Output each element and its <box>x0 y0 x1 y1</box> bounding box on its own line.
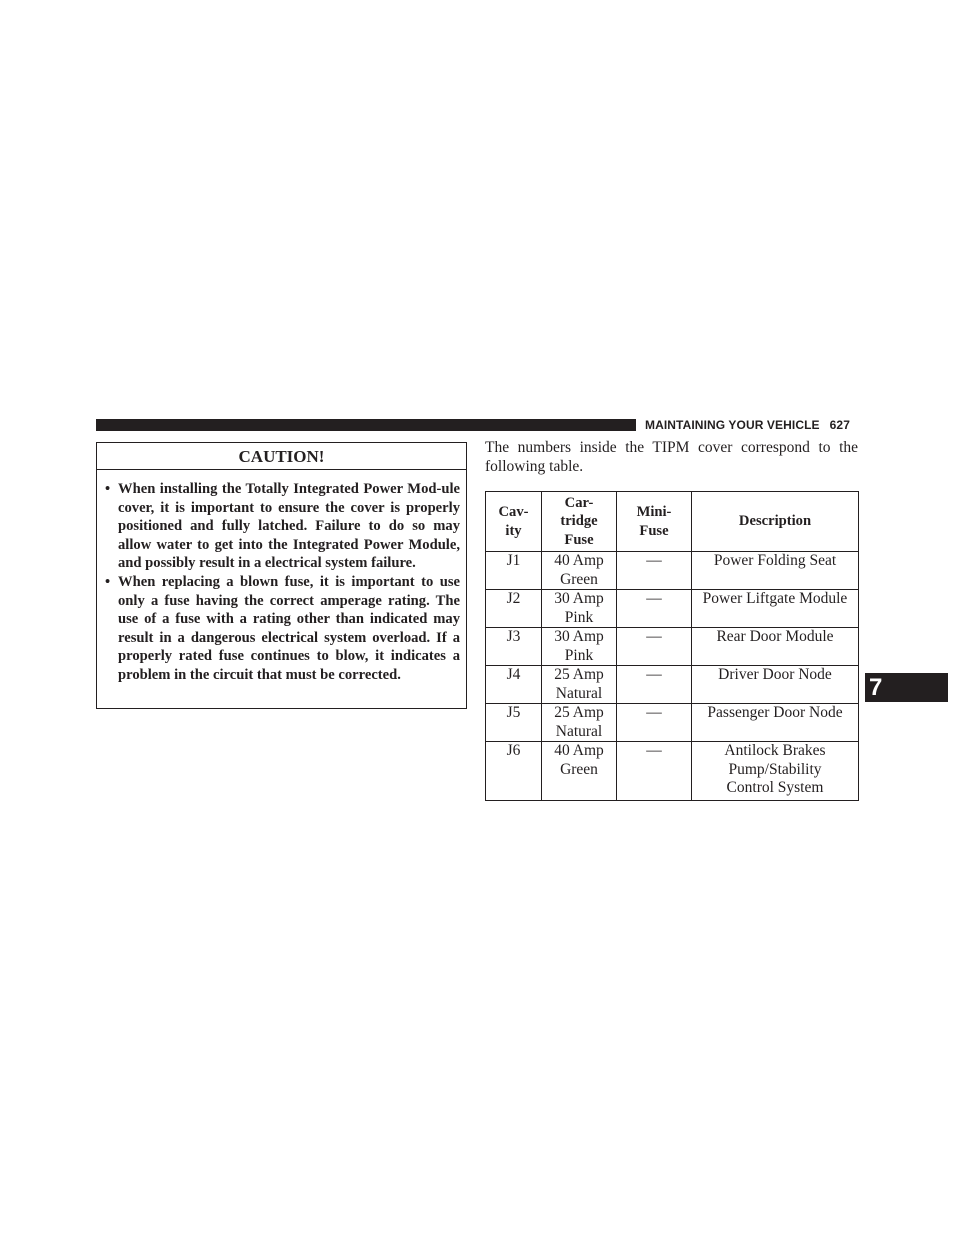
description-cell: Passenger Door Node <box>692 704 859 742</box>
cavity-cell: J5 <box>486 704 542 742</box>
mini-fuse-cell: — <box>617 590 692 628</box>
caution-item <box>105 573 460 685</box>
description-cell: Power Folding Seat <box>692 552 859 590</box>
fuse-table <box>485 491 859 801</box>
description-cell: Power Liftgate Module <box>692 590 859 628</box>
cavity-cell: J3 <box>486 628 542 666</box>
header-mini-fuse: Mini- Fuse <box>617 492 692 552</box>
header-description: Description <box>692 492 859 552</box>
cartridge-cell: 40 Amp Green <box>542 742 617 801</box>
cartridge-cell: 25 Amp Natural <box>542 666 617 704</box>
cartridge-cell: 40 Amp Green <box>542 552 617 590</box>
section-title: MAINTAINING YOUR VEHICLE <box>645 418 820 432</box>
running-header <box>645 417 850 433</box>
mini-fuse-cell: — <box>617 704 692 742</box>
header-rule <box>96 419 636 431</box>
caution-item-text: When installing the Totally Integrated Power Mod-ule cover, it is important to ensure the cover is properly positioned and fully latched. Failure to do so may allow water to get into the Integrated Power Module, and possibly result in a electrical system failure. <box>118 481 460 572</box>
cavity-cell: J1 <box>486 552 542 590</box>
header-cartridge-fuse: Car- tridge Fuse <box>542 492 617 552</box>
mini-fuse-cell: — <box>617 666 692 704</box>
table-row <box>486 742 859 801</box>
cartridge-cell: 30 Amp Pink <box>542 628 617 666</box>
caution-box <box>96 442 467 709</box>
description-cell: Antilock Brakes Pump/Stability Control System <box>692 742 859 801</box>
table-row <box>486 590 859 628</box>
table-row <box>486 704 859 742</box>
description-cell: Rear Door Module <box>692 628 859 666</box>
cartridge-cell: 25 Amp Natural <box>542 704 617 742</box>
caution-item-text: When replacing a blown fuse, it is important to use only a fuse having the correct amperage rating. The use of a fuse with a rating other than indicated may result in a dangerous electrical system overload. If a properly rated fuse continues to blow, it indicates a problem in the circuit that must be corrected. <box>118 573 460 683</box>
table-row <box>486 628 859 666</box>
page-number: 627 <box>829 418 850 432</box>
mini-fuse-cell: — <box>617 628 692 666</box>
chapter-tab: 7 <box>865 673 948 702</box>
table-row <box>486 666 859 704</box>
caution-item <box>105 480 460 573</box>
cavity-cell: J4 <box>486 666 542 704</box>
cavity-cell: J6 <box>486 742 542 801</box>
description-cell: Driver Door Node <box>692 666 859 704</box>
mini-fuse-cell: — <box>617 552 692 590</box>
table-header-row <box>486 492 859 552</box>
bullet-icon: • <box>105 481 111 497</box>
caution-title: CAUTION! <box>97 443 466 470</box>
mini-fuse-cell: — <box>617 742 692 801</box>
intro-paragraph: The numbers inside the TIPM cover correspond to the following table. <box>485 439 858 475</box>
table-row <box>486 552 859 590</box>
caution-list <box>97 470 466 685</box>
bullet-icon: • <box>105 573 111 590</box>
header-cavity: Cav- ity <box>486 492 542 552</box>
cavity-cell: J2 <box>486 590 542 628</box>
cartridge-cell: 30 Amp Pink <box>542 590 617 628</box>
